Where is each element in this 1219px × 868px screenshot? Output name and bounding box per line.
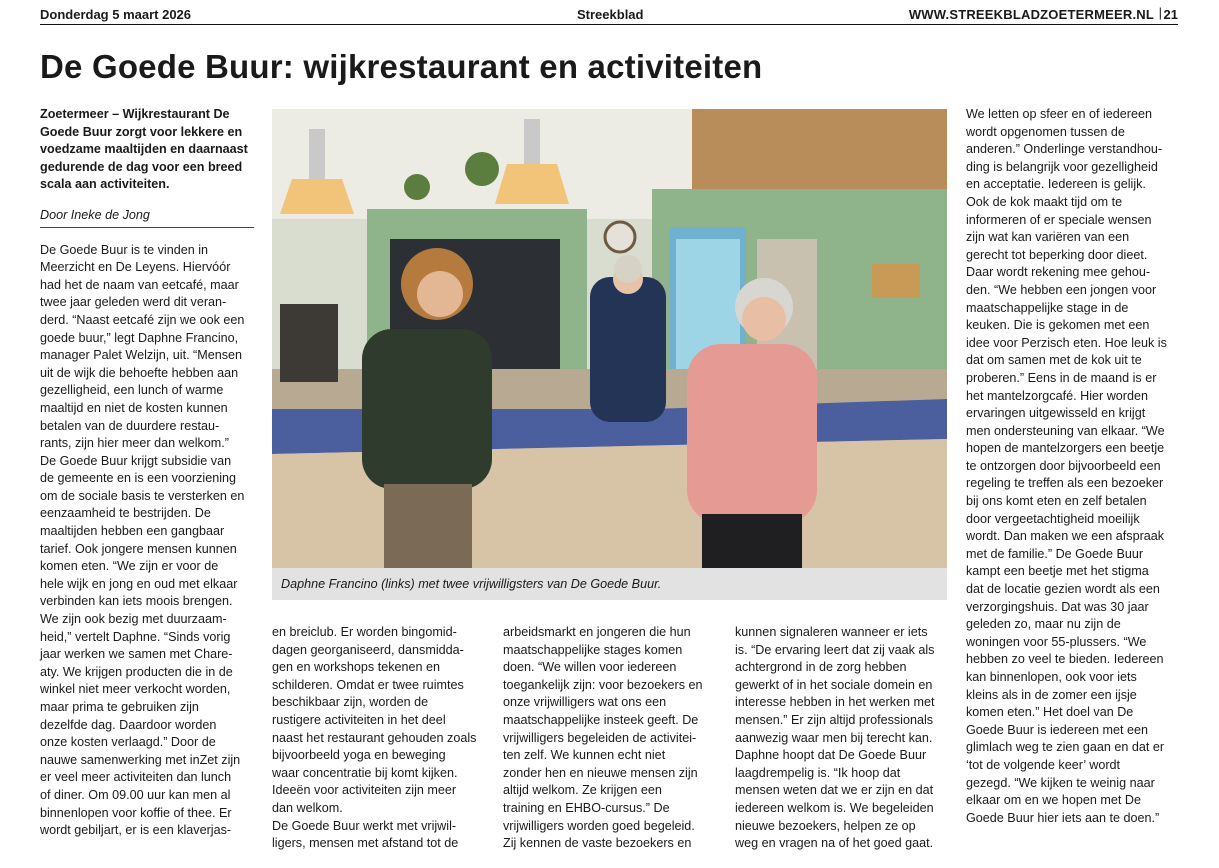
website-url[interactable]: WWW.STREEKBLADZOETERMEER.NL bbox=[908, 7, 1154, 22]
text-line: Goede Buur hier iets aan te doen.” bbox=[966, 810, 1160, 825]
text-line: wordt gebiljart, er is een klaverjas- bbox=[40, 823, 232, 838]
text-line: elkaar om en we hopen met De bbox=[966, 793, 1142, 808]
text-line: Goede Buur zorgt voor lekkere en bbox=[40, 124, 243, 139]
photo-lamp-right bbox=[495, 164, 569, 204]
text-line: Goede Buur is iedereen met een bbox=[966, 722, 1149, 737]
text-line: dan welkom. bbox=[272, 800, 343, 815]
text-line: informeren of er speciale wensen bbox=[966, 212, 1152, 227]
text-line: derd. “Naast eetcafé zijn we ook een bbox=[40, 312, 245, 327]
text-line: toegankelijk zijn: voor bezoekers en bbox=[503, 677, 703, 692]
text-line: voedzame maaltijden en daarnaast bbox=[40, 142, 248, 157]
text-line: het mantelzorgcafé. Hier worden bbox=[966, 388, 1149, 403]
photo-person-right-trousers bbox=[702, 514, 802, 568]
text-line: scala aan activiteiten. bbox=[40, 177, 170, 192]
text-line: hebben zo veel te bieden. Iedereen bbox=[966, 652, 1164, 667]
text-line: regeling te treffen als een bezoeker bbox=[966, 476, 1164, 491]
text-line: dat de locatie gezien wordt als een bbox=[966, 582, 1160, 597]
text-line: en breiclub. Er worden bingomid- bbox=[272, 625, 457, 639]
article-lead bbox=[40, 106, 254, 194]
text-line: had het de naam van eetcafé, maar bbox=[40, 277, 239, 292]
text-line: woningen voor 55-plussers. “We bbox=[966, 634, 1147, 649]
text-line: gezegd. “We kijken te weinig naar bbox=[966, 775, 1155, 790]
text-line: goede buur,” legt Daphne Francino, bbox=[40, 330, 239, 345]
photo-lamp-left-cord bbox=[309, 129, 325, 179]
text-line: training en EHBO-cursus.” De bbox=[503, 800, 670, 815]
text-line: maatschappelijke stages komen bbox=[503, 642, 683, 657]
photo-plant-1 bbox=[404, 174, 430, 200]
text-line: nauwe samenwerking met inZet zijn bbox=[40, 752, 241, 767]
text-line: altijd welkom. Ze krijgen een bbox=[503, 783, 662, 798]
photo-lamp-left bbox=[280, 179, 354, 214]
article-column-4 bbox=[735, 624, 949, 853]
restaurant-photo-illustration bbox=[272, 109, 947, 568]
text-line: gezelligheid, een lunch of warme bbox=[40, 383, 224, 398]
text-line: maaltijd en niet de kosten kunnen bbox=[40, 400, 228, 415]
text-line: is. “De ervaring leert dat zij vaak als bbox=[735, 642, 935, 657]
text-line: onze kosten verlaagd.” Door de bbox=[40, 735, 216, 750]
photo-lamp-right-cord bbox=[524, 119, 540, 164]
photo-person-left-trousers bbox=[384, 484, 472, 568]
text-line: bij ons komt eten en zelf betalen bbox=[966, 494, 1147, 509]
text-line: De Goede Buur krijgt subsidie van bbox=[40, 453, 232, 468]
text-line: beschikbaar zijn, worden de bbox=[272, 695, 429, 710]
article-column-1 bbox=[40, 106, 254, 840]
text-line: met de familie.” De Goede Buur bbox=[966, 546, 1144, 561]
article-column-2 bbox=[272, 624, 490, 853]
photo-wall-sign bbox=[872, 264, 920, 298]
photo-person-left-face bbox=[417, 271, 463, 317]
text-line: om de sociale basis te versterken en bbox=[40, 488, 245, 503]
text-line: vrijwilligers worden goed begeleid. bbox=[503, 818, 695, 833]
text-line: en acceptatie. Iedereen is gelijk. bbox=[966, 177, 1146, 192]
text-line: men ondersteuning van elkaar. “We bbox=[966, 423, 1165, 438]
photo-plant-2 bbox=[465, 152, 499, 186]
text-line: komen eten.” Het doel van De bbox=[966, 705, 1134, 720]
text-line: Zoetermeer – Wijkrestaurant De bbox=[40, 107, 230, 121]
text-line: ding is belangrijk voor gezelligheid bbox=[966, 159, 1158, 174]
text-line: keuken. Die is gekomen met een bbox=[966, 318, 1150, 333]
text-line: winkel niet meer verkocht worden, bbox=[40, 682, 231, 697]
text-line: doen. “We willen voor iedereen bbox=[503, 660, 677, 675]
text-line: kampt een beetje met het stigma bbox=[966, 564, 1149, 579]
photo-lantern bbox=[280, 304, 338, 382]
text-line: waar concentratie bij komt kijken. bbox=[272, 765, 458, 780]
column-1-body bbox=[40, 242, 254, 840]
text-line: naast het restaurant gehouden zoals bbox=[272, 730, 477, 745]
text-line: wordt. Dan maken we een afspraak bbox=[966, 529, 1165, 544]
text-line: hele wijk en jong en oud met elkaar bbox=[40, 576, 238, 591]
text-line: wordt opgenomen tussen de bbox=[966, 124, 1125, 139]
page-header bbox=[40, 6, 1178, 25]
text-line: verzorgingshuis. Dat was 30 jaar bbox=[966, 599, 1149, 614]
text-line: dezelfde dag. Daardoor worden bbox=[40, 717, 217, 732]
text-line: Daphne hoopt dat De Goede Buur bbox=[735, 748, 927, 763]
article-column-5 bbox=[966, 106, 1178, 827]
article-photo bbox=[272, 109, 947, 568]
text-line: hopen de mantelzorgers een beetje bbox=[966, 441, 1165, 456]
article-column-3 bbox=[503, 624, 721, 853]
text-line: komen eten. “We zijn er voor de bbox=[40, 559, 219, 574]
text-line: gen en workshops tekenen en bbox=[272, 660, 441, 675]
text-line: glimlach weg te zien gaan en dat er bbox=[966, 740, 1165, 755]
text-line: manager Palet Welzijn, uit. “Mensen bbox=[40, 348, 243, 363]
text-line: kan binnenlopen, ook voor iets bbox=[966, 670, 1137, 684]
text-line: interesse hebben in het werken met bbox=[735, 695, 935, 710]
text-line: schilderen. Omdat er twee ruimtes bbox=[272, 677, 464, 692]
header-separator: | bbox=[1158, 5, 1162, 20]
text-line: er veel meer activiteiten dan lunch bbox=[40, 770, 232, 785]
text-line: idee voor Perzisch eten. Hoe leuk is bbox=[966, 335, 1167, 350]
text-line: weg en vragen na of het goed gaat. bbox=[735, 836, 934, 851]
photo-person-right-sweater bbox=[687, 344, 817, 524]
text-line: Zij kennen de vaste bezoekers en bbox=[503, 836, 692, 851]
photo-person-right-face bbox=[742, 297, 786, 341]
issue-date: Donderdag 5 maart 2026 bbox=[40, 7, 192, 22]
text-line: gerecht tot beperking door dieet. bbox=[966, 247, 1148, 262]
text-line: achtergrond in de zorg hebben bbox=[735, 660, 907, 675]
text-line: bijvoorbeeld yoga en beweging bbox=[272, 748, 446, 763]
text-line: te ontzorgen door bijvoorbeeld een bbox=[966, 458, 1161, 473]
text-line: binnenlopen voor koffie of thee. Er bbox=[40, 805, 232, 820]
text-line: uit de wijk die behoefte hebben aan bbox=[40, 365, 239, 380]
text-line: laagdrempelig is. “Ik hoop dat bbox=[735, 765, 901, 780]
photo-wall-clock bbox=[605, 222, 635, 252]
text-line: maaltijden hebben een gangbaar bbox=[40, 524, 225, 539]
text-line: vrijwilligers begeleiden de activitei- bbox=[503, 730, 697, 745]
text-line: dat om samen met de kok uit te bbox=[966, 353, 1142, 368]
text-line: onze vrijwilligers wat ons een bbox=[503, 695, 667, 710]
text-line: de gemeente en is een voorziening bbox=[40, 471, 237, 486]
article-headline: De Goede Buur: wijkrestaurant en activiteiten bbox=[40, 48, 763, 85]
text-line: aty. We krijgen producten die in de bbox=[40, 664, 233, 679]
text-line: tarief. Ook jongere mensen kunnen bbox=[40, 541, 237, 556]
photo-caption bbox=[272, 568, 947, 600]
photo-caption-text: Daphne Francino (links) met twee vrijwilligsters van De Goede Buur. bbox=[281, 577, 662, 591]
text-line: anderen.” Onderlinge verstandhou- bbox=[966, 142, 1163, 157]
text-line: mensen.” Er zijn altijd professionals bbox=[735, 712, 934, 727]
photo-person-back bbox=[590, 277, 666, 422]
text-line: eenzaamheid te bestrijden. De bbox=[40, 506, 211, 521]
text-line: door vergeetachtigheid moeilijk bbox=[966, 511, 1140, 526]
text-line: verbinden kan iets moois brengen. bbox=[40, 594, 233, 609]
photo-person-left-top bbox=[362, 329, 492, 489]
text-line: rants, zijn hier meer dan welkom.” bbox=[40, 436, 229, 451]
text-line: De Goede Buur werkt met vrijwil- bbox=[272, 818, 457, 833]
text-line: gedurende de dag voor een breed bbox=[40, 159, 243, 174]
text-line: aanwezig waar men bij terecht kan. bbox=[735, 730, 933, 745]
text-line: Ook de kok maakt tijd om te bbox=[966, 194, 1123, 209]
text-line: iedereen welkom is. We begeleiden bbox=[735, 800, 934, 815]
text-line: ligers, mensen met afstand tot de bbox=[272, 836, 459, 851]
text-line: kunnen signaleren wanneer er iets bbox=[735, 625, 928, 639]
text-line: dagen georganiseerd, dansmidda- bbox=[272, 642, 464, 657]
text-line: maatschappelijke insteek geeft. De bbox=[503, 712, 699, 727]
photo-person-back-hair bbox=[614, 255, 642, 283]
article-byline: Door Ineke de Jong bbox=[40, 207, 254, 228]
text-line: Daar wordt rekening mee gehou- bbox=[966, 265, 1151, 280]
text-line: nieuwe bezoekers, helpen ze op bbox=[735, 818, 916, 833]
text-line: Meerzicht en De Leyens. Hiervóór bbox=[40, 260, 231, 275]
text-line: mensen weten dat we er zijn en dat bbox=[735, 783, 934, 798]
text-line: kleins als in de zomer een ijsje bbox=[966, 687, 1137, 702]
text-line: zonder hen en nieuwe mensen zijn bbox=[503, 765, 698, 780]
newspaper-name: Streekblad bbox=[577, 7, 644, 22]
text-line: twee jaar geleden werd dit veran- bbox=[40, 295, 227, 310]
text-line: zijn wat kan variëren van een bbox=[966, 230, 1130, 245]
text-line: We zijn ook bezig met duurzaam- bbox=[40, 612, 227, 627]
text-line: geleden zo, maar nu zijn de bbox=[966, 617, 1121, 632]
text-line: heid,” vertelt Daphne. “Sinds vorig bbox=[40, 629, 231, 644]
text-line: of diner. Om 09.00 uur kan men al bbox=[40, 787, 231, 802]
text-line: ‘tot de volgende keer’ wordt bbox=[966, 757, 1121, 772]
text-line: maar prima te gebruiken zijn bbox=[40, 700, 199, 714]
text-line: proberen.” Eens in de maand is er bbox=[966, 370, 1157, 385]
page-number: 21 bbox=[1163, 7, 1178, 22]
text-line: ten zelf. We kunnen echt niet bbox=[503, 748, 666, 763]
text-line: gewerkt of in het sociale domein en bbox=[735, 677, 933, 692]
text-line: arbeidsmarkt en jongeren die hun bbox=[503, 625, 691, 639]
text-line: ervaringen uitgewisseld en krijgt bbox=[966, 406, 1146, 421]
text-line: betalen van de duurdere restau- bbox=[40, 418, 220, 433]
text-line: den. “We hebben een jongen voor bbox=[966, 282, 1157, 297]
text-line: We letten op sfeer en of iedereen bbox=[966, 107, 1152, 121]
text-line: Ideeën voor activiteiten zijn meer bbox=[272, 783, 457, 798]
text-line: De Goede Buur is te vinden in bbox=[40, 242, 209, 257]
text-line: maatschappelijke stage in de bbox=[966, 300, 1129, 315]
text-line: rustigere activiteiten in het deel bbox=[272, 712, 446, 727]
text-line: jaar werken we samen met Chare- bbox=[40, 647, 233, 662]
